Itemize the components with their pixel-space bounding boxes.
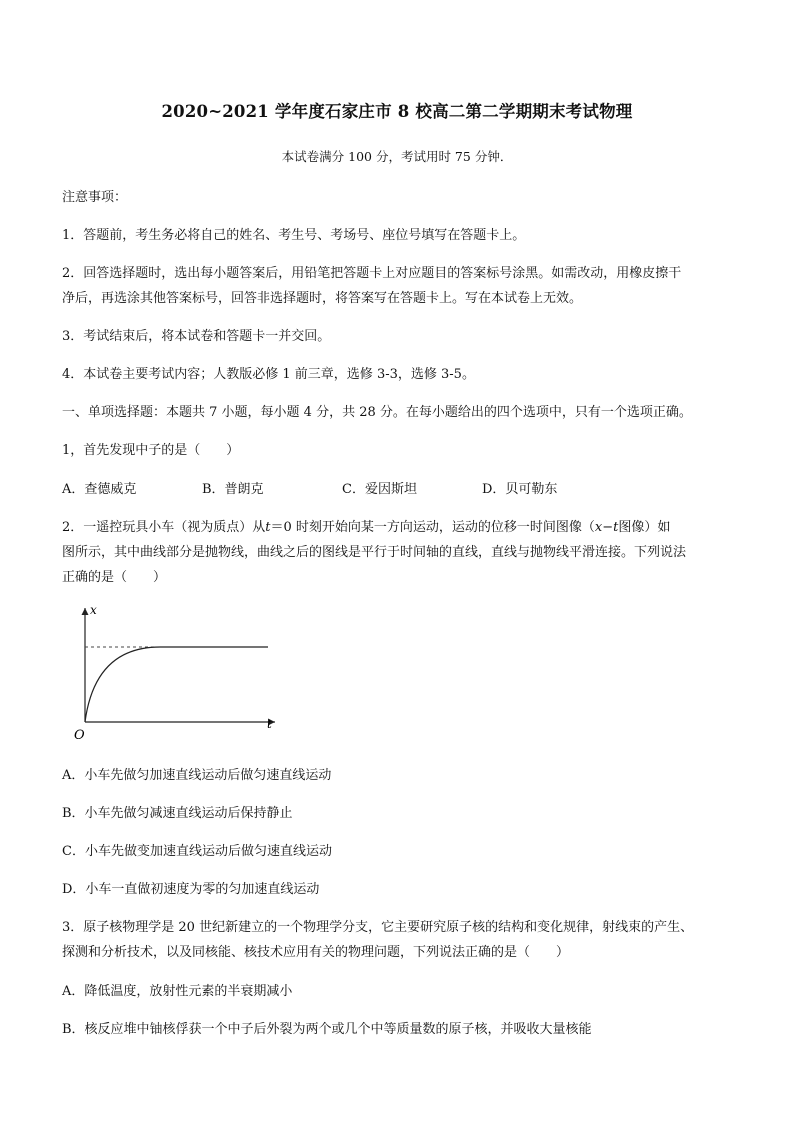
section-heading: 一、单项选择题：本题共 7 小题，每小题 4 分，共 28 分。在每小题给出的四个选项中，只有一个选项正确。 [62,405,692,420]
question-2-option-a: A．小车先做匀加速直线运动后做匀速直线运动 [62,768,332,783]
page-title: 2020~2021 学年度石家庄市 8 校高二第二学期期末考试物理 [161,102,633,121]
note-item: 3．考试结束后，将本试卷和答题卡一并交回。 [62,329,331,344]
exam-info: 本试卷满分 100 分，考试用时 75 分钟． [281,149,513,164]
question-1-options [62,478,742,497]
note-item: 净后，再选涂其他答案标号，回答非选择题时，将答案写在答题卡上。写在本试卷上无效。 [62,291,583,306]
option-c: C．爱因斯坦 [342,482,417,497]
note-item: 1．答题前，考生务必将自己的姓名、考生号、考场号、座位号填写在答题卡上。 [62,228,526,243]
question-3-stem-line1: 3．原子核物理学是 20 世纪新建立的一个物理学分支，它主要研究原子核的结构和变化规律，射线束的产生、 [62,920,694,935]
xt-graph-label: x−t [594,520,619,535]
question-1-stem: 1，首先发现中子的是（ ） [62,443,240,458]
question-3-option-a: A．降低温度，放射性元素的半衰期减小 [62,984,293,999]
q2-stem-part: ＝0 时刻开始向某一方向运动，运动的位移一时间图像（ [270,520,595,535]
q2-stem-part: 2．一遥控玩具小车（视为质点）从 [62,520,266,535]
y-axis-label: x [90,603,97,617]
q2-stem-part: 图像）如 [618,520,671,535]
question-3-option-b: B．核反应堆中铀核俘获一个中子后外裂为两个或几个中等质量数的原子核，并吸收大量核能 [62,1022,592,1037]
option-a: A．查德威克 [62,482,137,497]
question-2-option-c: C．小车先做变加速直线运动后做匀速直线运动 [62,844,332,859]
parabola-curve [85,647,160,722]
note-item: 4．本试卷主要考试内容；人教版必修 1 前三章，选修 3-3，选修 3-5。 [62,367,475,382]
question-3-stem-line2: 探测和分析技术，以及同核能、核技术应用有关的物理问题，下列说法正确的是（ ） [62,945,570,960]
option-d: D．贝可勒东 [482,482,558,497]
option-b: B．普朗克 [202,482,264,497]
question-2-stem-line3: 正确的是（ ） [62,570,167,585]
x-axis-label: t [267,717,272,731]
question-2-stem-line2: 图所示，其中曲线部分是抛物线，曲线之后的图线是平行于时间轴的直线，直线与抛物线平滑连接。下列说法 [62,545,687,560]
t-variable: t [265,520,271,535]
x-t-graph [70,600,280,745]
origin-label: O [74,728,85,743]
question-2-option-b: B．小车先做匀减速直线运动后保持静止 [62,806,293,821]
notes-heading: 注意事项： [62,190,128,205]
note-item: 2．回答选择题时，选出每小题答案后，用铅笔把答题卡上对应题目的答案标号涂黑。如需改动，用橡皮擦干 [62,266,682,281]
question-2-option-d: D．小车一直做初速度为零的匀加速直线运动 [62,882,320,897]
question-2-stem [62,516,742,535]
